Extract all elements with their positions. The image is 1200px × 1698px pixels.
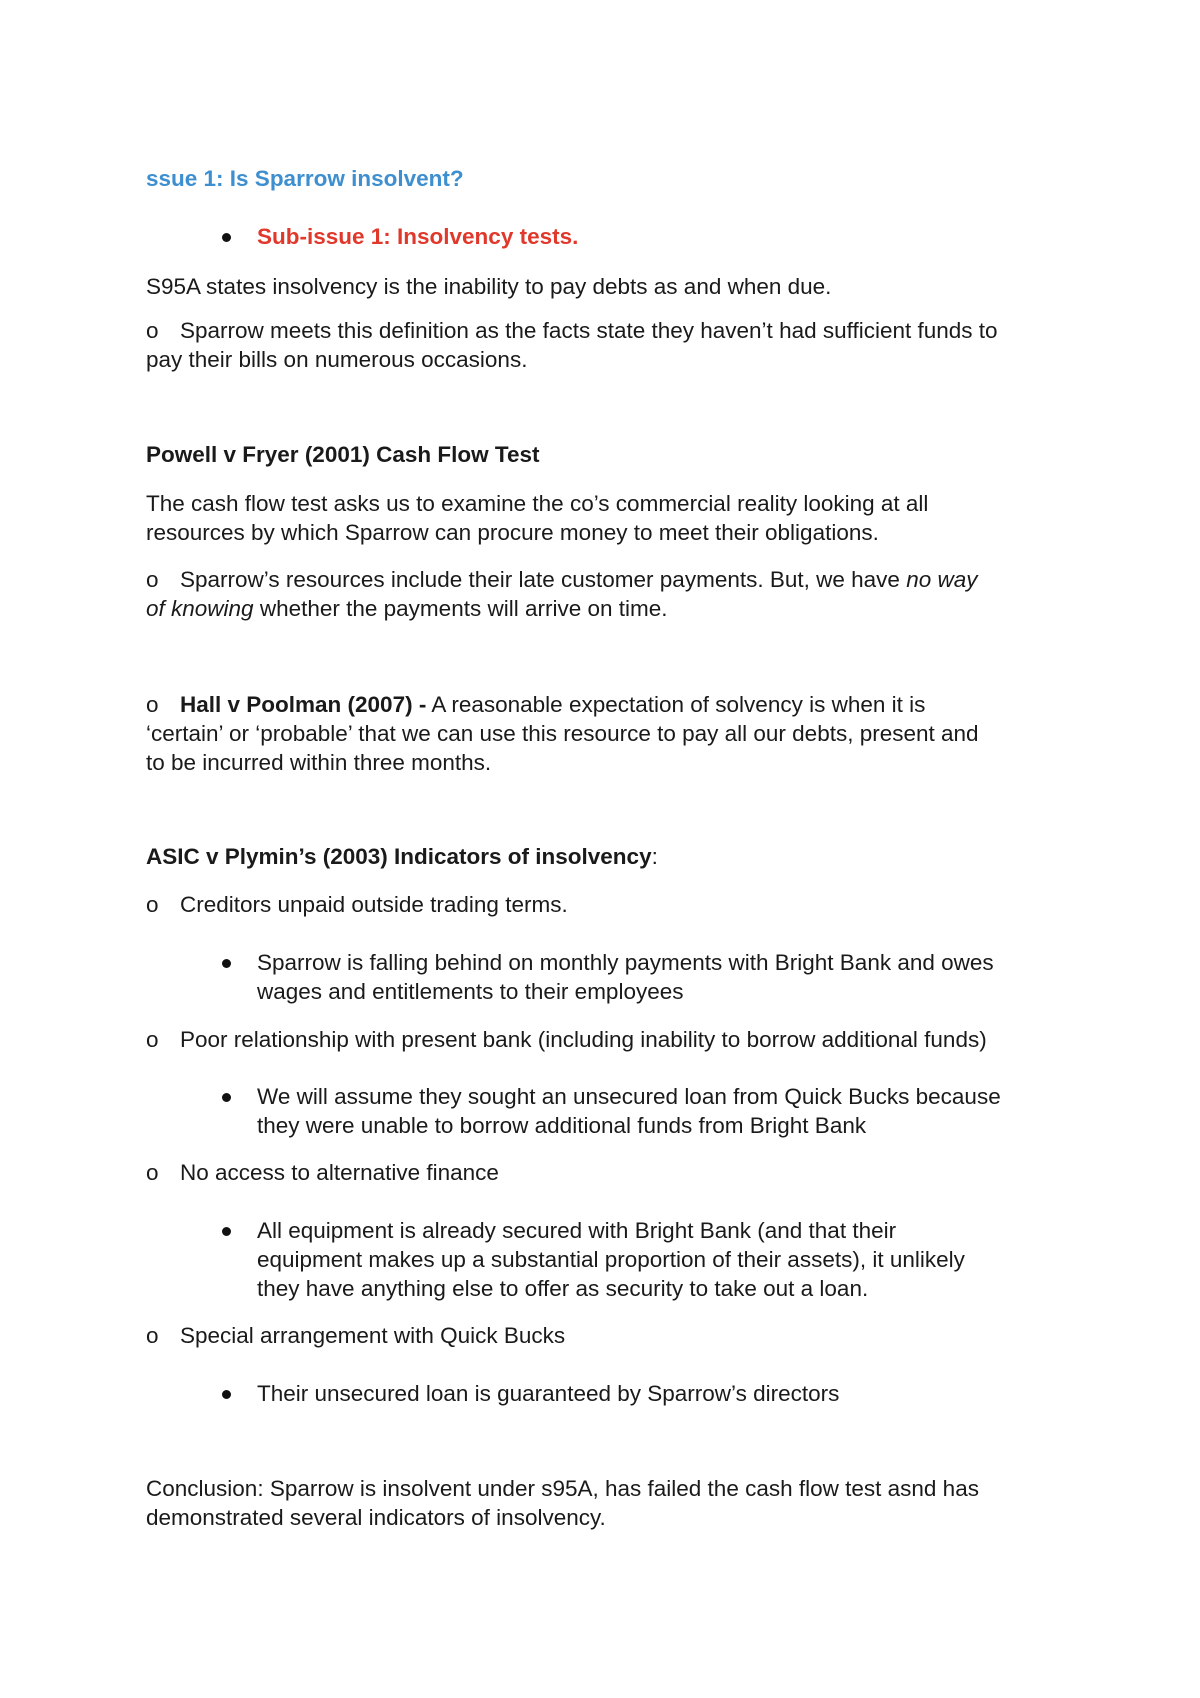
powell-point-line2 [146,594,668,623]
indicator-detail-line: Sparrow is falling behind on monthly payments with Bright Bank and owes [257,950,994,975]
powell-point-text: whether the payments will arrive on time. [253,596,668,621]
hall-line1 [180,690,925,719]
powell-line2: resources by which Sparrow can procure money to meet their obligations. [146,520,879,545]
asic-heading-text: ASIC v Plymin’s (2003) Indicators of insolvency [146,844,652,869]
indicator-text: Creditors unpaid outside trading terms. [180,892,568,917]
powell-line1: The cash flow test asks us to examine the co’s commercial reality looking at all [146,491,929,516]
indicator-detail-line: they were unable to borrow additional funds from Bright Bank [257,1113,867,1138]
bullet-icon [222,1390,231,1399]
indicator-detail-line: they have anything else to offer as security to take out a loan. [257,1276,869,1301]
hall-text: A reasonable expectation of solvency is when it is [426,692,926,717]
bullet-icon [222,233,231,242]
asic-heading [146,842,658,871]
issue-heading: ssue 1: Is Sparrow insolvent? [146,166,464,191]
bullet-icon [222,959,231,968]
asic-heading-colon: : [651,844,658,869]
indicator-detail-line: We will assume they sought an unsecured loan from Quick Bucks because [257,1084,1001,1109]
indicator-text: Poor relationship with present bank (including inability to borrow additional funds) [180,1027,987,1052]
powell-heading: Powell v Fryer (2001) Cash Flow Test [146,442,540,467]
powell-point-emphasis: no way [906,567,978,592]
circle-marker-icon: o [146,692,159,717]
conclusion-line1: Conclusion: Sparrow is insolvent under s95A, has failed the cash flow test asnd has [146,1476,979,1501]
indicator-text: No access to alternative finance [180,1160,499,1185]
s95a-statement: S95A states insolvency is the inability to pay debts as and when due. [146,274,832,299]
hall-case-name: Hall v Poolman (2007) - [180,692,427,717]
powell-point-emphasis: of knowing [146,596,254,621]
circle-marker-icon: o [146,892,159,917]
indicator-detail-line: wages and entitlements to their employees [257,979,684,1004]
indicator-detail-line: All equipment is already secured with Bright Bank (and that their [257,1218,897,1243]
circle-marker-icon: o [146,1027,159,1052]
powell-point-text: Sparrow’s resources include their late customer payments. But, we have [180,567,907,592]
circle-marker-icon: o [146,1323,159,1348]
indicator-detail-line: equipment makes up a substantial proportion of their assets), it unlikely [257,1247,965,1272]
sub-issue-heading: Sub-issue 1: Insolvency tests. [257,224,579,249]
s95a-point-line1: Sparrow meets this definition as the facts state they haven’t had sufficient funds to [180,318,998,343]
indicator-text: Special arrangement with Quick Bucks [180,1323,566,1348]
conclusion-line2: demonstrated several indicators of insolvency. [146,1505,606,1530]
s95a-point-line2: pay their bills on numerous occasions. [146,347,528,372]
hall-line3: to be incurred within three months. [146,750,492,775]
indicator-detail-line: Their unsecured loan is guaranteed by Sparrow’s directors [257,1381,840,1406]
powell-point-line1 [180,565,977,594]
circle-marker-icon: o [146,567,159,592]
circle-marker-icon: o [146,318,159,343]
circle-marker-icon: o [146,1160,159,1185]
hall-line2: ‘certain’ or ‘probable’ that we can use this resource to pay all our debts, present and [146,721,979,746]
bullet-icon [222,1227,231,1236]
bullet-icon [222,1093,231,1102]
